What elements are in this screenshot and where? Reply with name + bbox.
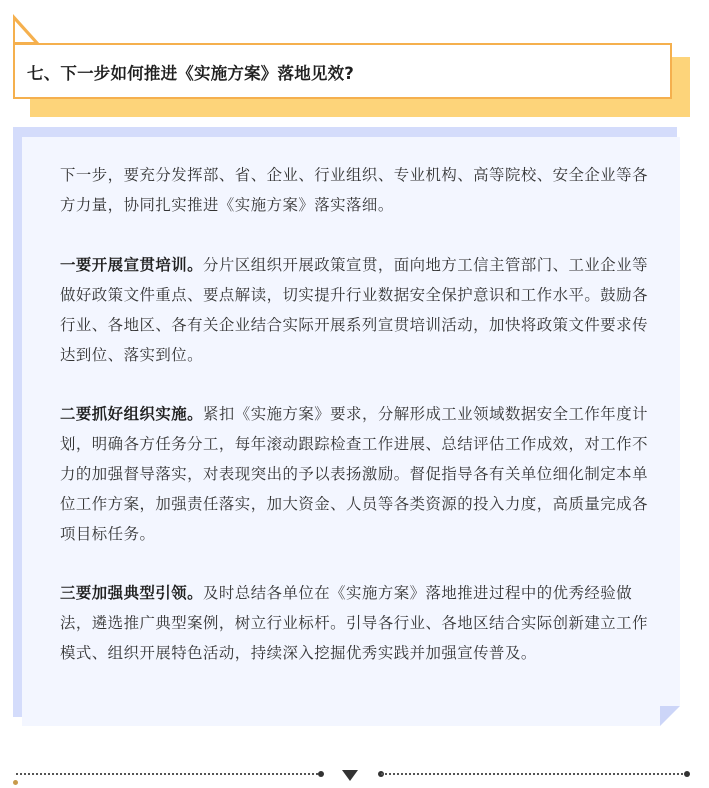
measure-lead-1: 一要开展宣贯培训。 [60, 256, 204, 274]
divider-dot-end [684, 771, 690, 777]
measure-lead-3: 三要加强典型引领。 [60, 584, 204, 602]
bottom-mark [13, 780, 18, 785]
header-corner-inner [15, 21, 34, 42]
panel-fold-corner [660, 706, 680, 726]
measure-text-1: 分片区组织开展政策宣贯，面向地方工信主管部门、工业企业等做好政策文件重点、要点解读，切实提升行业数据安全保护意识和工作水平。鼓励各行业、各地区、各有关企业结合实际开展系列宣贯培训活动，加快将政策文件要求传达到位、落实到位。 [60, 256, 648, 364]
measure-text-3: 及时总结各单位在《实施方案》落地推进过程中的优秀经验做法，遴选推广典型案例，树立行业标杆。引导各行业、各地区结合实际创新建立工作模式、组织开展特色活动，持续深入挖掘优秀实践并加强宣传普及。 [60, 584, 648, 662]
measure-paragraph-2 [60, 399, 650, 549]
section-title: 七、下一步如何推进《实施方案》落地见效? [27, 64, 355, 83]
measure-paragraph-3 [60, 578, 650, 668]
measure-text-2: 紧扣《实施方案》要求，分解形成工业领域数据安全工作年度计划，明确各方任务分工，每年滚动跟踪检查工作进展、总结评估工作成效，对工作不力的加强督导落实，对表现突出的予以表扬激励。督促指导各有关单位细化制定本单位工作方案，加强责任落实，加大资金、人员等各类资源的投入力度，高质量完成各项目标任务。 [60, 405, 648, 543]
chevron-down-icon [342, 770, 358, 781]
intro-paragraph: 下一步，要充分发挥部、省、企业、行业组织、专业机构、高等院校、安全企业等各方力量，协同扎实推进《实施方案》落实落细。 [60, 166, 648, 214]
measure-paragraph-1 [60, 250, 650, 370]
divider-line-left [16, 773, 322, 775]
divider-line-right [381, 773, 687, 775]
measure-lead-2: 二要抓好组织实施。 [60, 405, 204, 423]
divider-dot-left [318, 771, 324, 777]
